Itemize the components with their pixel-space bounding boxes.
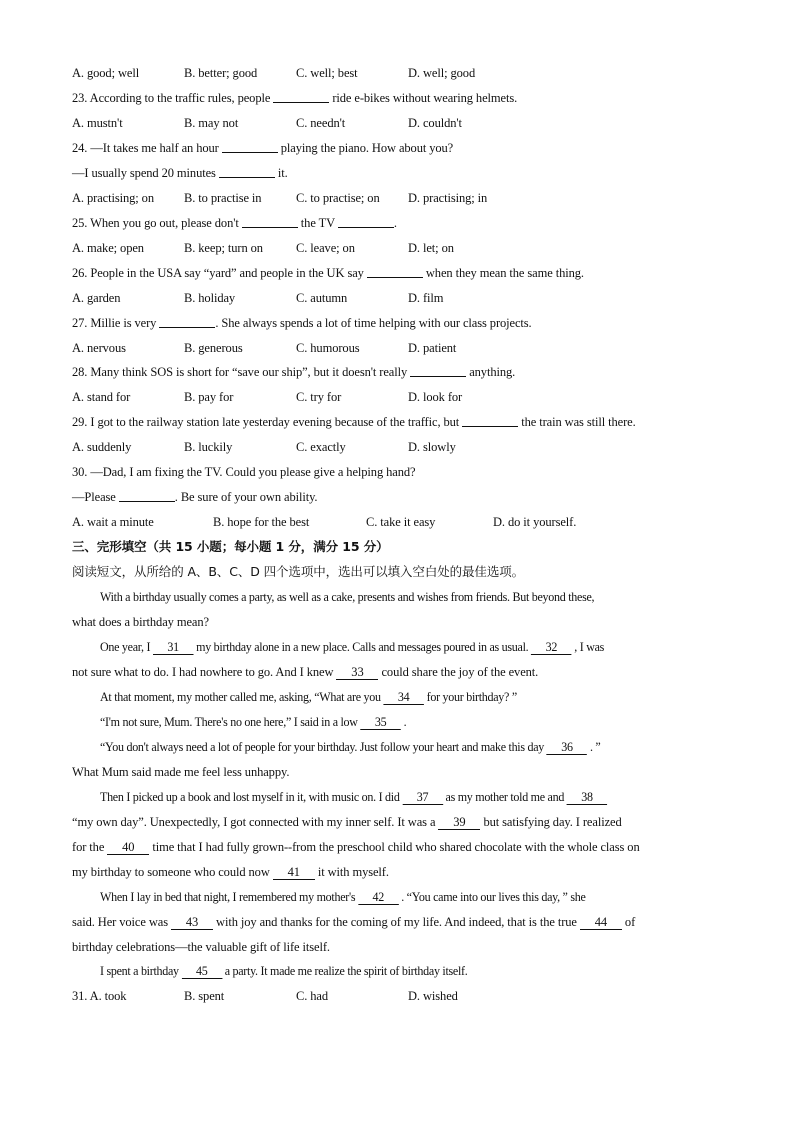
option-a: A. nervous	[72, 341, 126, 355]
answer-blank	[273, 90, 329, 103]
passage-line: Then I picked up a book and lost myself in it, with music on. I did 37 as my mother told me and 38	[100, 789, 736, 805]
passage-line: my birthday to someone who could now 41 it with myself.	[72, 865, 389, 879]
option-a: A. garden	[72, 291, 121, 305]
option-b: B. hope for the best	[213, 515, 310, 529]
option-b: B. spent	[184, 989, 225, 1003]
option-d: D. look for	[408, 390, 463, 404]
passage-line: “You don't always need a lot of people for your birthday. Just follow your heart and make this day 36 . ”	[100, 740, 601, 754]
passage-line: I spent a birthday 45 a party. It made me realize the spirit of birthday itself.	[100, 964, 468, 978]
section-instruction: 阅读短文，从所给的 A、B、C、D 四个选项中，选出可以填入空白处的最佳选项。	[72, 564, 525, 579]
option-a: A. make; open	[72, 241, 144, 255]
option-d: D. slowly	[408, 440, 456, 454]
blank-number: 33	[336, 665, 378, 680]
passage-line: “I'm not sure, Mum. There's no one here,” I said in a low 35 .	[100, 715, 407, 729]
blank-number: 45	[182, 964, 222, 979]
option-c: C. had	[296, 989, 329, 1003]
option-a: A. good; well	[72, 66, 140, 80]
question-23: 23. According to the traffic rules, people ride e-bikes without wearing helmets.	[72, 91, 518, 105]
option-b: B. pay for	[184, 390, 234, 404]
blank-number: 42	[358, 890, 398, 905]
question-26: 26. People in the USA say “yard” and people in the UK say when they mean the same thing.	[72, 266, 584, 280]
option-a: A. wait a minute	[72, 515, 154, 529]
option-c: C. humorous	[296, 341, 360, 355]
blank-number: 41	[273, 865, 315, 880]
answer-blank	[222, 140, 278, 153]
option-a: A. practising; on	[72, 191, 154, 205]
option-c: C. well; best	[296, 66, 358, 80]
passage-line: One year, I 31 my birthday alone in a new place. Calls and messages poured in as usual. 32 , I was	[100, 640, 605, 654]
passage-line: With a birthday usually comes a party, as well as a cake, presents and wishes from friends. But beyond these,	[100, 590, 595, 604]
passage-line: birthday celebrations—the valuable gift of life itself.	[72, 940, 330, 954]
passage-line: “my own day”. Unexpectedly, I got connected with my inner self. It was a 39 but satisfying day. I realized	[72, 815, 622, 829]
option-c: C. leave; on	[296, 241, 355, 255]
option-a: A. suddenly	[72, 440, 132, 454]
option-b: B. may not	[184, 116, 239, 130]
answer-blank	[242, 215, 298, 228]
blank-number: 40	[107, 840, 149, 855]
option-d: D. practising; in	[408, 191, 488, 205]
blank-number: 35	[360, 715, 400, 730]
question-24-reply: —I usually spend 20 minutes it.	[72, 166, 288, 180]
option-d: D. couldn't	[408, 116, 462, 130]
question-30-reply: —Please . Be sure of your own ability.	[72, 490, 318, 504]
question-24: 24. —It takes me half an hour playing the piano. How about you?	[72, 141, 454, 155]
passage-line: When I lay in bed that night, I remembered my mother's 42 . “You came into our lives this day, ” she	[100, 890, 586, 904]
blank-number: 36	[547, 740, 587, 755]
blank-number: 34	[383, 690, 423, 705]
question-28: 28. Many think SOS is short for “save our ship”, but it doesn't really anything.	[72, 365, 516, 379]
answer-blank	[367, 265, 423, 278]
blank-number: 39	[438, 815, 480, 830]
option-a: A. stand for	[72, 390, 131, 404]
question-25: 25. When you go out, please don't the TV .	[72, 216, 397, 230]
passage-line: for the 40 time that I had fully grown--from the preschool child who shared chocolate with the whole class on	[72, 840, 640, 854]
option-d: D. film	[408, 291, 444, 305]
option-b: B. to practise in	[184, 191, 262, 205]
option-a: A. mustn't	[72, 116, 123, 130]
option-b: B. keep; turn on	[184, 241, 263, 255]
blank-number: 31	[153, 640, 193, 655]
answer-blank	[219, 165, 275, 178]
answer-blank	[338, 215, 394, 228]
passage-line: what does a birthday mean?	[72, 615, 209, 629]
option-d: D. do it yourself.	[493, 515, 577, 529]
option-c: C. autumn	[296, 291, 348, 305]
passage-line: said. Her voice was 43 with joy and thanks for the coming of my life. And indeed, that is the true 44 of	[72, 915, 636, 929]
blank-number: 38	[567, 790, 607, 805]
option-c: C. exactly	[296, 440, 346, 454]
option-d: D. let; on	[408, 241, 454, 255]
option-d: D. well; good	[408, 66, 476, 80]
option-b: B. better; good	[184, 66, 258, 80]
answer-blank	[119, 489, 175, 502]
answer-blank	[410, 364, 466, 377]
option-c: C. try for	[296, 390, 342, 404]
passage-line: What Mum said made me feel less unhappy.	[72, 765, 290, 779]
option-c: C. needn't	[296, 116, 346, 130]
blank-number: 37	[402, 790, 442, 805]
question-27: 27. Millie is very . She always spends a lot of time helping with our class projects.	[72, 316, 532, 330]
answer-blank	[462, 414, 518, 427]
option-b: B. generous	[184, 341, 243, 355]
option-b: B. luckily	[184, 440, 233, 454]
option-d: D. patient	[408, 341, 457, 355]
option-b: B. holiday	[184, 291, 236, 305]
passage-line: not sure what to do. I had nowhere to go. And I knew 33 could share the joy of the event.	[72, 665, 539, 679]
option-c: C. take it easy	[366, 515, 436, 529]
blank-number: 32	[531, 640, 571, 655]
passage-line: At that moment, my mother called me, asking, “What are you 34 for your birthday? ”	[100, 690, 517, 704]
question-29: 29. I got to the railway station late yesterday evening because of the traffic, but the train was still there.	[72, 415, 636, 429]
question-30: 30. —Dad, I am fixing the TV. Could you please give a helping hand?	[72, 465, 416, 479]
option-d: D. wished	[408, 989, 458, 1003]
blank-number: 43	[171, 915, 213, 930]
section-title: 三、完形填空（共 15 小题；每小题 1 分，满分 15 分）	[72, 539, 389, 554]
blank-number: 44	[580, 915, 622, 930]
option-c: C. to practise; on	[296, 191, 380, 205]
answer-blank	[159, 315, 215, 328]
option-a: 31. A. took	[72, 989, 127, 1003]
